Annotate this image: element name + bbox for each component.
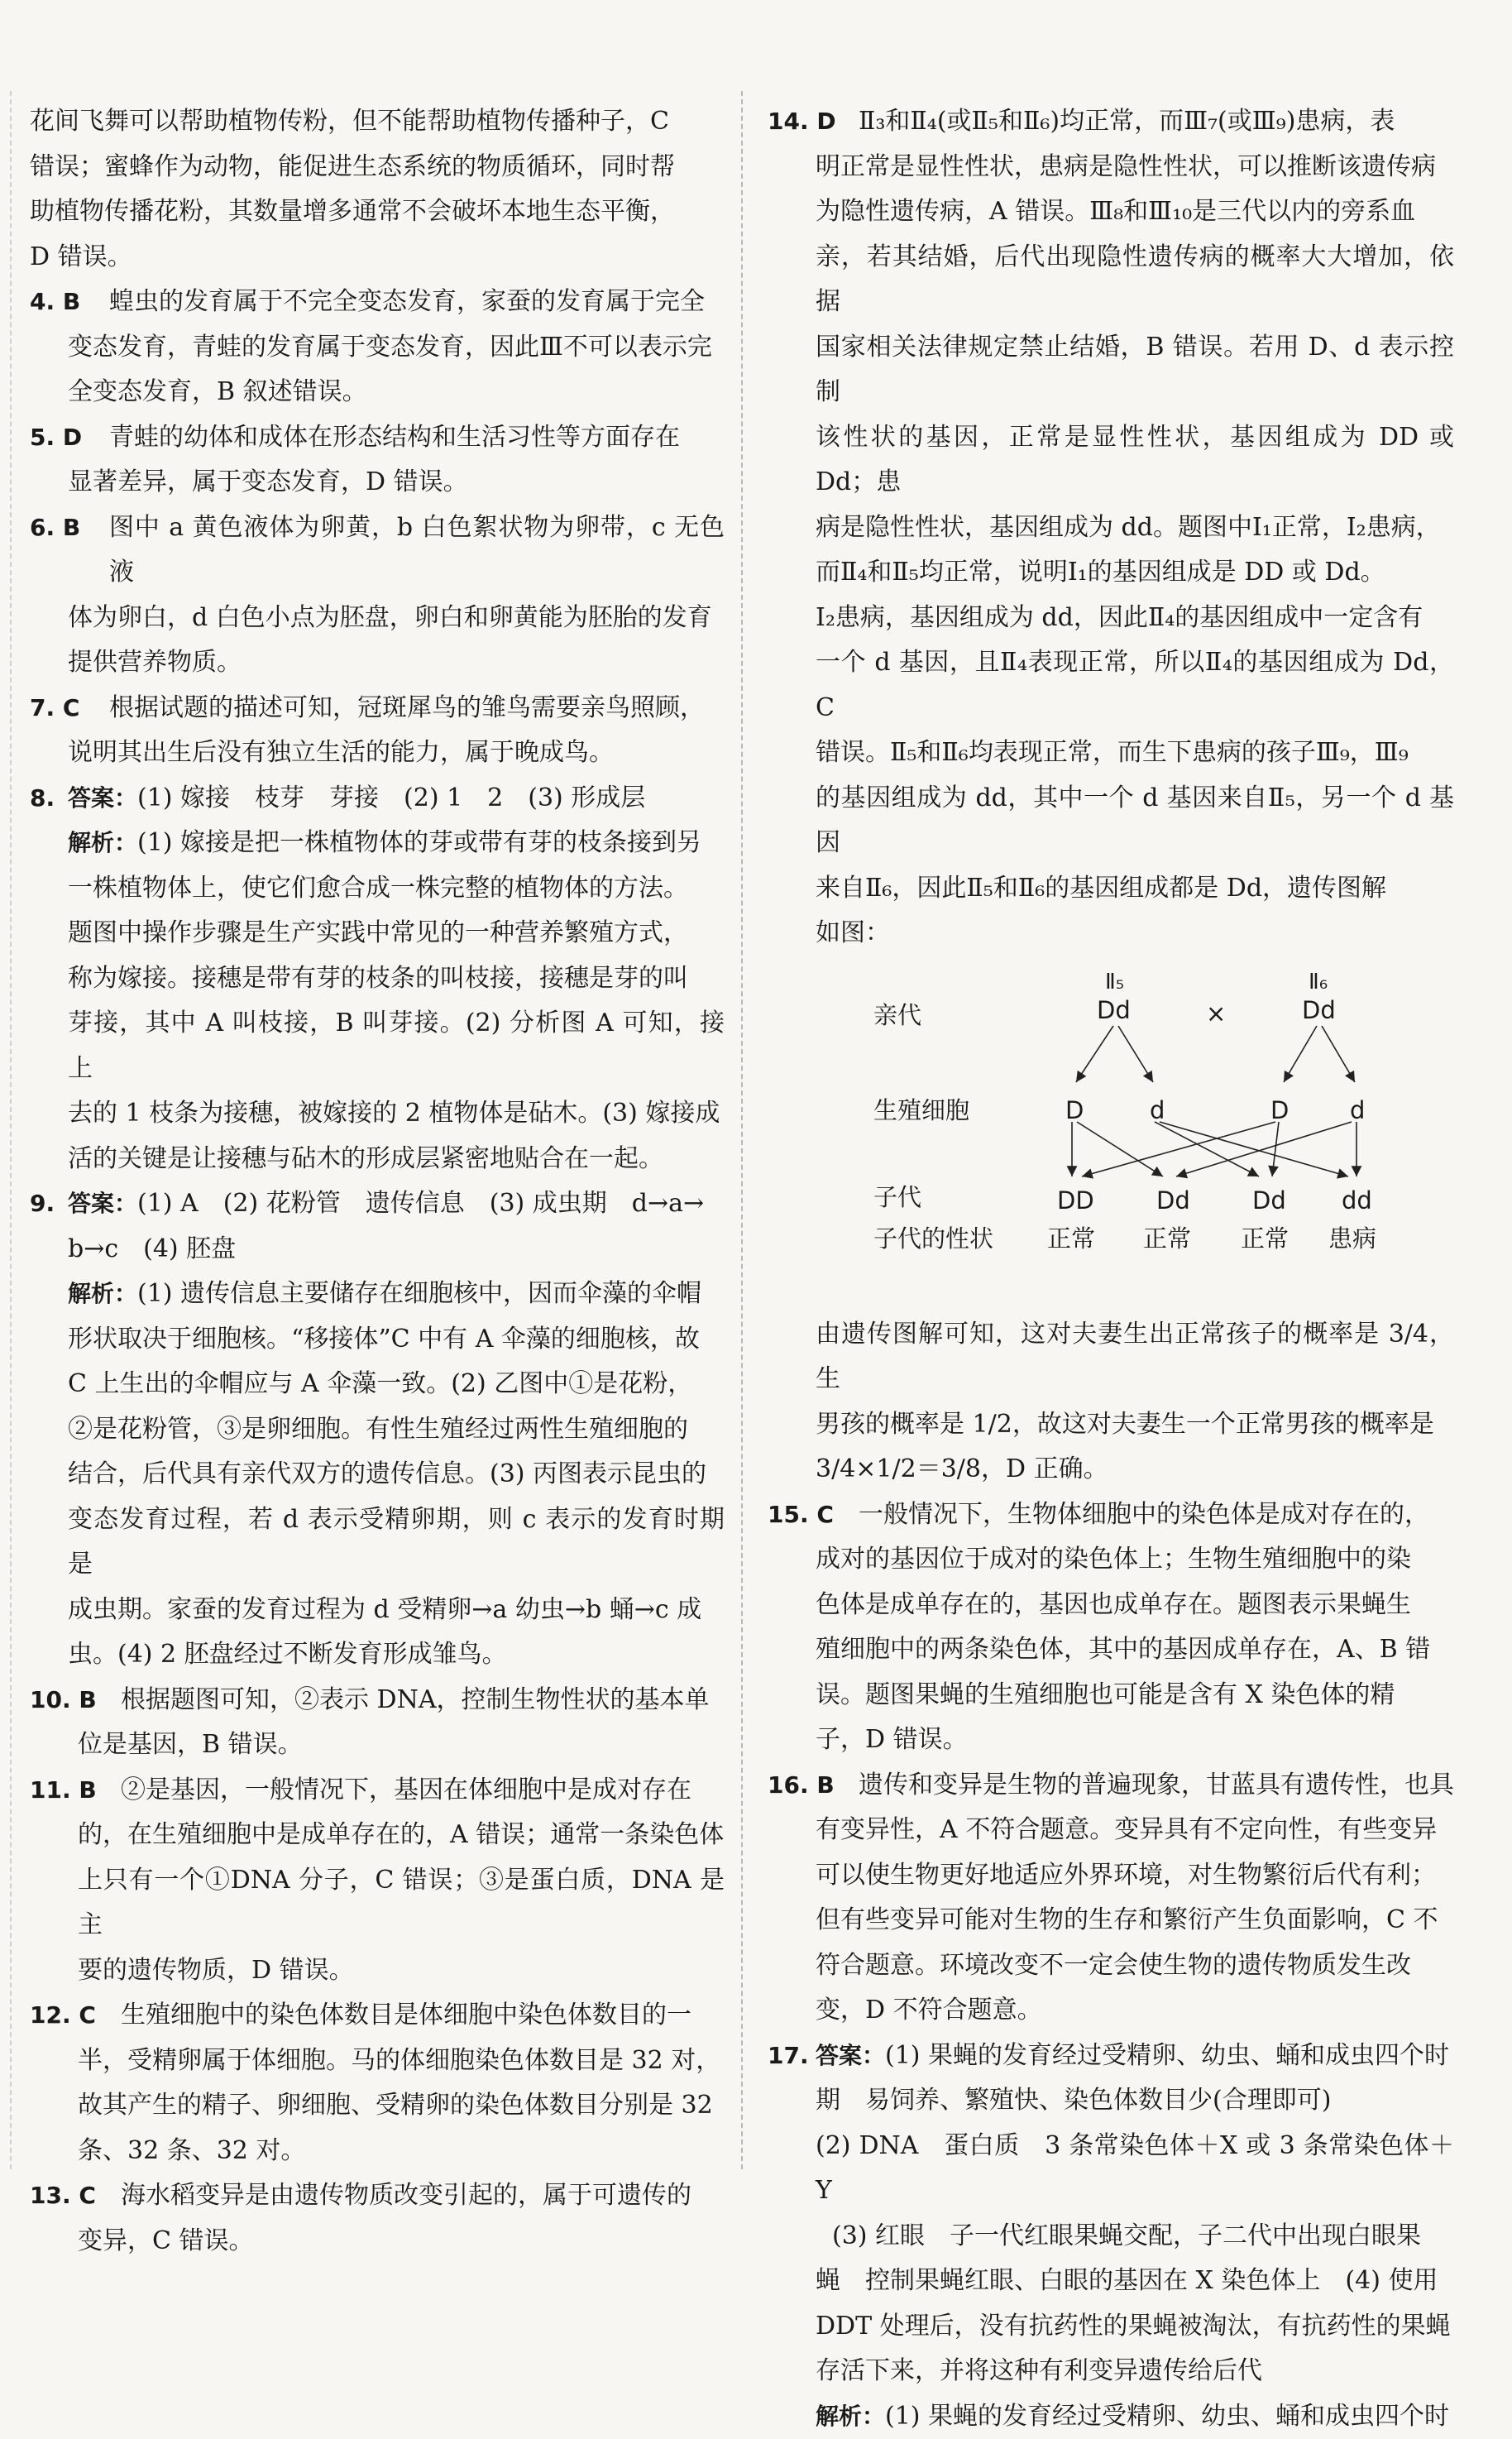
text-line: 明正常是显性性状，患病是隐性性状，可以推断该遗传病: [816, 145, 1454, 190]
question-14: [768, 99, 1454, 1493]
gamete: d: [1350, 1088, 1365, 1133]
answer-text: (1) 果蝇的发育经过受精卵、幼虫、蛹和成虫四个时: [885, 2041, 1449, 2070]
left-column: [30, 99, 725, 2264]
text-line: 可以使生物更好地适应外界环境，对生物繁衍后代有利；: [816, 1853, 1454, 1899]
text-line: Ⅰ₂患病，基因组成为 dd，因此Ⅱ₄的基因组成中一定含有: [816, 596, 1454, 641]
text-line: 但有些变异可能对生物的生存和繁衍产生负面影响，C 不: [816, 1898, 1454, 1943]
text-line: 蝇 控制果蝇红眼、白眼的基因在 X 染色体上 (4) 使用: [816, 2259, 1454, 2304]
arrow: [1284, 1026, 1317, 1082]
text-line: 花间飞舞可以帮助植物传粉，但不能帮助植物传播种子，C: [30, 99, 725, 145]
explanation-line: [68, 821, 725, 866]
text-line: 题图中操作步骤是生产实践中常见的一种营养繁殖方式，: [68, 911, 725, 956]
question-number: 9.: [30, 1181, 55, 1227]
text-line: 国家相关法律规定禁止结婚，B 错误。若用 D、d 表示控制: [816, 325, 1454, 415]
text-line: 来自Ⅱ₆，因此Ⅱ₅和Ⅱ₆的基因组成都是 Dd，遗传图解: [816, 866, 1454, 912]
parent2-label: Ⅱ₆: [1309, 960, 1328, 1005]
text-line: 错误。Ⅱ₅和Ⅱ₆均表现正常，而生下患病的孩子Ⅲ₉，Ⅲ₉: [816, 731, 1454, 776]
text-line: 根据题图可知，②表示 DNA，控制生物性状的基本单: [121, 1678, 725, 1723]
text-line: 结合，后代具有亲代双方的遗传信息。(3) 丙图表示昆虫的: [68, 1452, 725, 1497]
text-line: 病是隐性性状，基因组成为 dd。题图中Ⅰ₁正常，Ⅰ₂患病，: [816, 506, 1454, 551]
arrow: [1322, 1026, 1355, 1082]
text-line: 3/4×1/2＝3/8，D 正确。: [816, 1447, 1454, 1493]
binding-edge-line: [10, 91, 12, 2169]
text-line: 亲，若其结婚，后代出现隐性遗传病的概率大大增加，依据: [816, 235, 1454, 325]
text-line: 一个 d 基因，且Ⅱ₄表现正常，所以Ⅱ₄的基因组成为 Dd，C: [816, 640, 1454, 731]
text-line: 成对的基因位于成对的染色体上；生物生殖细胞中的染: [816, 1537, 1454, 1583]
text-line: 一株植物体上，使它们愈合成一株完整的植物体的方法。: [68, 866, 725, 912]
offspring-genotype: DD: [1057, 1178, 1094, 1224]
offspring-trait: 正常: [1047, 1216, 1095, 1262]
question-number: 15. C: [768, 1493, 834, 1538]
text-line: 存活下来，并将这种有利变异遗传给后代: [816, 2349, 1454, 2394]
text-line: ②是基因，一般情况下，基因在体细胞中是成对存在: [121, 1768, 725, 1814]
text-line: 芽接，其中 A 叫枝接，B 叫芽接。(2) 分析图 A 可知，接上: [68, 1001, 725, 1091]
text-line: 的基因组成为 dd，其中一个 d 基因来自Ⅱ₅，另一个 d 基因: [816, 776, 1454, 866]
text-line: 位是基因，B 错误。: [78, 1723, 725, 1768]
text-line: DDT 处理后，没有抗药性的果蝇被淘汰，有抗药性的果蝇: [816, 2304, 1454, 2350]
answer-text: (1) A (2) 花粉管 遗传信息 (3) 成虫期 d→a→: [137, 1189, 704, 1218]
text-line: 色体是成单存在的，基因也成单存在。题图表示果蝇生: [816, 1583, 1454, 1628]
explanation-label: 解析：: [816, 2403, 885, 2430]
offspring-trait: 正常: [1241, 1216, 1289, 1262]
question-number: 14. D: [768, 99, 836, 145]
explanation-text: (1) 嫁接是把一株植物体的芽或带有芽的枝条接到另: [137, 828, 701, 857]
question-number: 7. C: [30, 686, 79, 731]
explanation-label: 解析：: [68, 829, 137, 856]
offspring-genotype: dd: [1342, 1178, 1372, 1224]
cross-symbol: ×: [1206, 991, 1226, 1037]
q3-continuation: [30, 99, 725, 280]
parent1-genotype: Dd: [1097, 988, 1131, 1033]
parent1-label: Ⅱ₅: [1105, 960, 1124, 1005]
question-15: [768, 1493, 1454, 1763]
text-line: 变，D 不符合题意。: [816, 1988, 1454, 2034]
text-line: 图中 a 黄色液体为卵黄，b 白色絮状物为卵带，c 无色液: [109, 506, 725, 596]
text-line: b→c (4) 胚盘: [68, 1227, 725, 1272]
explanation-text: (1) 果蝇的发育经过受精卵、幼虫、蛹和成虫四个时: [885, 2402, 1449, 2431]
text-line: 提供营养物质。: [68, 640, 725, 686]
text-line: 故其产生的精子、卵细胞、受精卵的染色体数目分别是 32: [78, 2083, 725, 2129]
text-line: 而Ⅱ₄和Ⅱ₅均正常，说明Ⅰ₁的基因组成是 DD 或 Dd。: [816, 550, 1454, 596]
question-13: [30, 2173, 725, 2264]
row-label-child: 子代: [873, 1175, 921, 1220]
answer-line: [68, 1181, 725, 1227]
question-6: [30, 506, 725, 686]
question-number: 11. B: [30, 1768, 97, 1814]
text-line: 活的关键是让接穗与砧木的形成层紧密地贴合在一起。: [68, 1137, 725, 1182]
text-line: 变异，C 错误。: [78, 2219, 725, 2264]
answer-line: [816, 2034, 1454, 2079]
text-line: 的，在生殖细胞中是成单存在的，A 错误；通常一条染色体: [78, 1813, 725, 1858]
question-5: [30, 415, 725, 506]
question-11: [30, 1768, 725, 1994]
question-number: 8.: [30, 776, 55, 822]
arrow: [1155, 1122, 1259, 1176]
question-4: [30, 280, 725, 415]
text-line: 成虫期。家蚕的发育过程为 d 受精卵→a 幼虫→b 蛹→c 成: [68, 1588, 725, 1633]
text-line: 助植物传播花粉，其数量增多通常不会破坏本地生态平衡，: [30, 189, 725, 235]
explanation-label: 解析：: [68, 1280, 137, 1307]
text-line: 条、32 条、32 对。: [78, 2129, 725, 2174]
text-line: 虫。(4) 2 胚盘经过不断发育形成雏鸟。: [68, 1632, 725, 1678]
gamete: d: [1150, 1088, 1165, 1133]
text-line: 为隐性遗传病，A 错误。Ⅲ₈和Ⅲ₁₀是三代以内的旁系血: [816, 189, 1454, 235]
explanation-text: (1) 遗传信息主要储存在细胞核中，因而伞藻的伞帽: [137, 1279, 701, 1308]
question-number: 12. C: [30, 1993, 96, 2039]
text-line: C 上生出的伞帽应与 A 伞藻一致。(2) 乙图中①是花粉，: [68, 1362, 725, 1407]
arrow: [1076, 1026, 1113, 1082]
arrow: [1118, 1026, 1153, 1082]
question-number: 17.: [768, 2034, 809, 2079]
text-line: (2) DNA 蛋白质 3 条常染色体＋X 或 3 条常染色体＋Y: [816, 2124, 1454, 2214]
question-9: [30, 1181, 725, 1678]
answer-line: [68, 776, 725, 822]
question-number: 10. B: [30, 1678, 97, 1723]
text-line: 有变异性，A 不符合题意。变异具有不定向性，有些变异: [816, 1808, 1454, 1853]
row-label-gamete: 生殖细胞: [873, 1088, 969, 1133]
text-line: 海水稻变异是由遗传物质改变引起的，属于可遗传的: [121, 2173, 725, 2219]
offspring-genotype: Dd: [1252, 1178, 1286, 1224]
answer-label: 答案：: [816, 2042, 885, 2069]
question-number: 13. C: [30, 2173, 96, 2219]
question-16: [768, 1763, 1454, 2034]
gamete: D: [1270, 1088, 1289, 1133]
text-line: 变态发育过程，若 d 表示受精卵期，则 c 表示的发育时期是: [68, 1497, 725, 1588]
answer-text: (1) 嫁接 枝芽 芽接 (2) 1 2 (3) 形成层: [137, 783, 645, 812]
question-17: [768, 2034, 1454, 2439]
text-line: 男孩的概率是 1/2，故这对夫妻生一个正常男孩的概率是: [816, 1402, 1454, 1448]
arrow: [1160, 1122, 1348, 1176]
question-8: [30, 776, 725, 1182]
column-divider: [741, 91, 743, 2169]
question-10: [30, 1678, 725, 1768]
question-number: 5. D: [30, 415, 82, 461]
text-line: D 错误。: [30, 235, 725, 280]
genetic-cross-diagram: [816, 960, 1454, 1307]
question-number: 6. B: [30, 506, 80, 551]
offspring-genotype: Dd: [1156, 1178, 1190, 1224]
parent2-genotype: Dd: [1302, 988, 1336, 1033]
explanation-line: [68, 1272, 725, 1317]
arrow: [1176, 1122, 1352, 1176]
text-line: 遗传和变异是生物的普遍现象，甘蓝具有遗传性，也具: [859, 1763, 1454, 1809]
text-line: 生殖细胞中的染色体数目是体细胞中染色体数目的一: [121, 1993, 725, 2039]
text-line: (3) 红眼 子一代红眼果蝇交配，子二代中出现白眼果: [816, 2214, 1454, 2259]
question-number: 4. B: [30, 280, 80, 325]
text-line: 子，D 错误。: [816, 1718, 1454, 1763]
text-line: 半，受精卵属于体细胞。马的体细胞染色体数目是 32 对，: [78, 2039, 725, 2084]
text-line: 显著差异，属于变态发育，D 错误。: [68, 460, 725, 506]
text-line: 去的 1 枝条为接穗，被嫁接的 2 植物体是砧木。(3) 嫁接成: [68, 1091, 725, 1137]
text-line: 蝗虫的发育属于不完全变态发育，家蚕的发育属于完全: [109, 280, 725, 325]
text-line: 符合题意。环境改变不一定会使生物的遗传物质发生改: [816, 1943, 1454, 1989]
question-number: 16. B: [768, 1763, 835, 1809]
question-12: [30, 1993, 725, 2173]
arrow: [1082, 1122, 1275, 1176]
right-column: [768, 99, 1454, 2439]
text-line: 要的遗传物质，D 错误。: [78, 1948, 725, 1994]
text-line: 形状取决于细胞核。“移接体”C 中有 A 伞藻的细胞核，故: [68, 1317, 725, 1363]
text-line: 如图：: [816, 911, 1454, 956]
text-line: 根据试题的描述可知，冠斑犀鸟的雏鸟需要亲鸟照顾，: [109, 686, 725, 731]
text-line: 误。题图果蝇的生殖细胞也可能是含有 X 染色体的精: [816, 1673, 1454, 1718]
text-line: 殖细胞中的两条染色体，其中的基因成单存在，A、B 错: [816, 1627, 1454, 1673]
text-line: 青蛙的幼体和成体在形态结构和生活习性等方面存在: [109, 415, 725, 461]
text-line: ②是花粉管，③是卵细胞。有性生殖经过两性生殖细胞的: [68, 1407, 725, 1453]
question-7: [30, 686, 725, 776]
text-line: 由遗传图解可知，这对夫妻生出正常孩子的概率是 3/4，生: [816, 1312, 1454, 1402]
text-line: Ⅱ₃和Ⅱ₄(或Ⅱ₅和Ⅱ₆)均正常，而Ⅲ₇(或Ⅲ₉)患病，表: [859, 99, 1454, 145]
answer-label: 答案：: [68, 784, 137, 812]
text-line: 说明其出生后没有独立生活的能力，属于晚成鸟。: [68, 731, 725, 776]
text-line: 上只有一个①DNA 分子，C 错误；③是蛋白质，DNA 是主: [78, 1858, 725, 1948]
text-line: 错误；蜜蜂作为动物，能促进生态系统的物质循环，同时帮: [30, 145, 725, 190]
text-line: 该性状的基因，正常是显性性状，基因组成为 DD 或 Dd；患: [816, 415, 1454, 506]
offspring-trait: 患病: [1328, 1216, 1376, 1262]
explanation-line: [816, 2394, 1454, 2439]
text-line: 期 易饲养、繁殖快、染色体数目少(合理即可): [816, 2078, 1454, 2124]
gamete: D: [1065, 1088, 1084, 1133]
offspring-trait: 正常: [1143, 1216, 1191, 1262]
row-label-parent: 亲代: [873, 993, 921, 1038]
text-line: 全变态发育，B 叙述错误。: [68, 370, 725, 415]
answer-label: 答案：: [68, 1190, 137, 1217]
text-line: 变态发育，青蛙的发育属于变态发育，因此Ⅲ不可以表示完: [68, 325, 725, 371]
text-line: 体为卵白，d 白色小点为胚盘，卵白和卵黄能为胚胎的发育: [68, 596, 725, 641]
text-line: 称为嫁接。接穗是带有芽的枝条的叫枝接，接穗是芽的叫: [68, 956, 725, 1002]
text-line: 一般情况下，生物体细胞中的染色体是成对存在的，: [859, 1493, 1454, 1538]
row-label-trait: 子代的性状: [873, 1216, 993, 1262]
